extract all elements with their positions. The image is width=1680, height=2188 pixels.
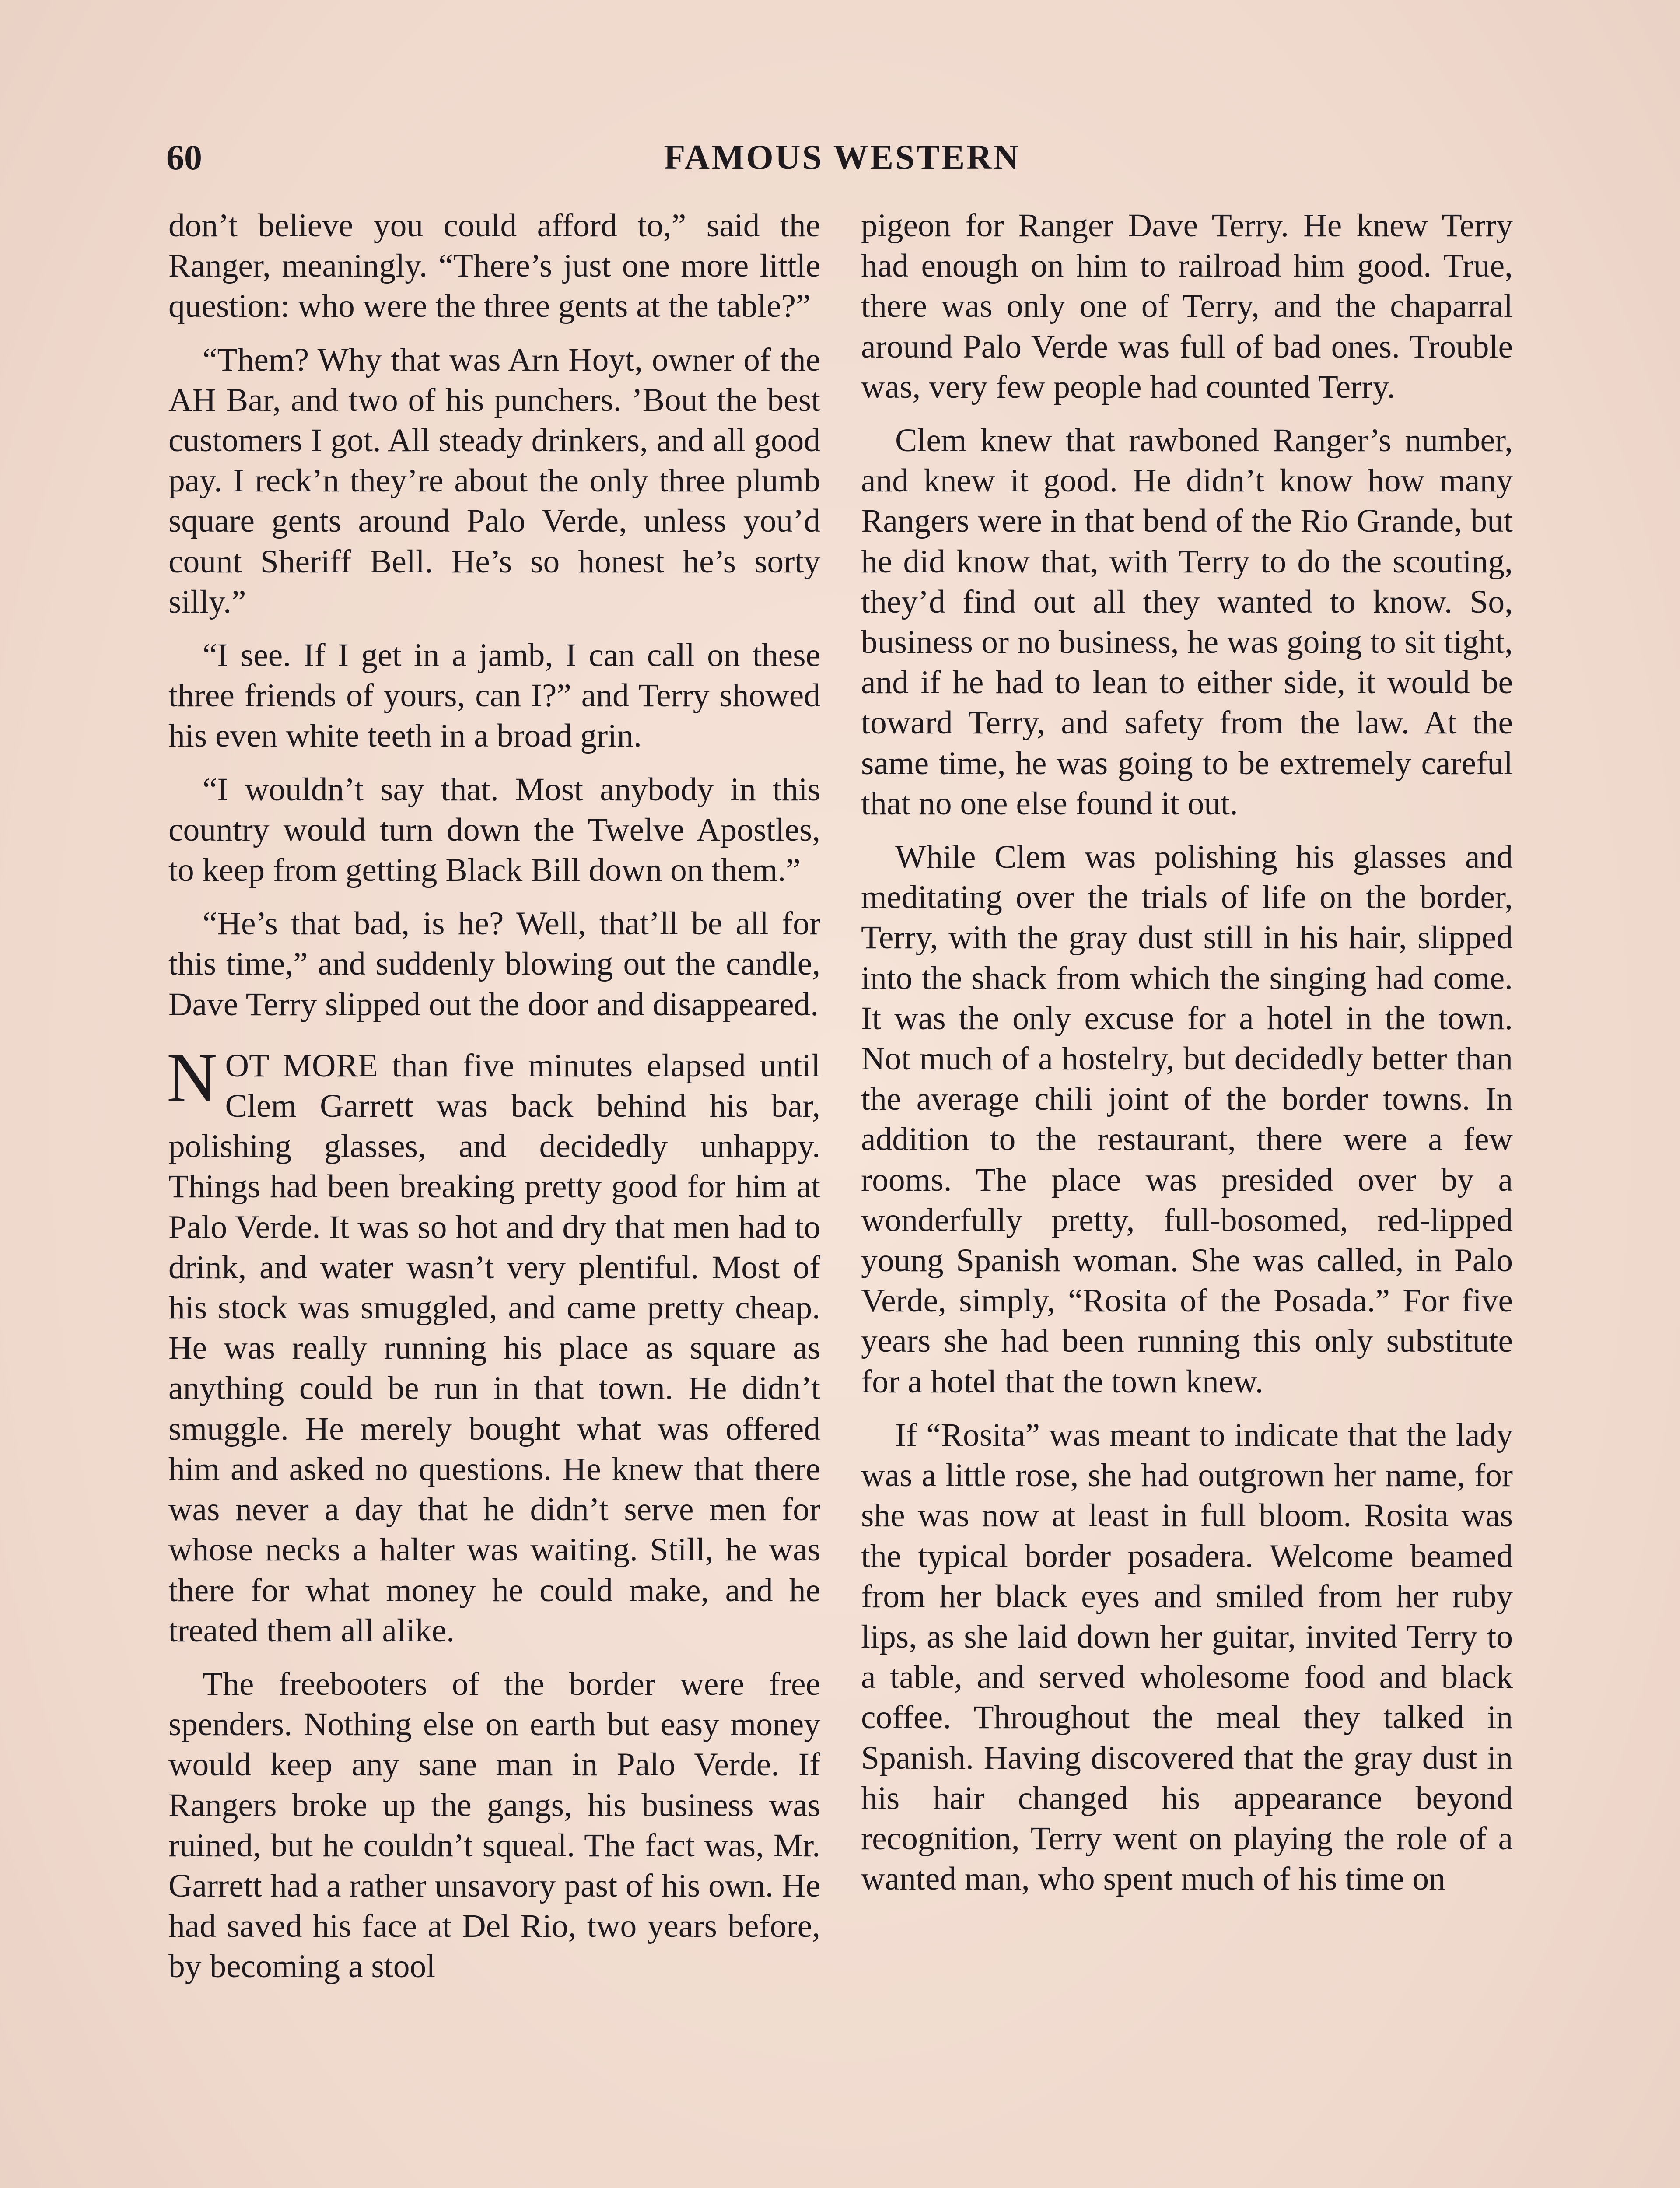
paragraph: If “Rosita” was meant to indicate that the lady was a little rose, she had outgrown her name, for she was now at least in full bloom. Rosita was the typical border posadera. Welcome beamed from her black eyes and smiled from her ruby lips, as she laid down her guitar, invited Terry to a table, and served wholesome food and black coffee. Throughout the meal they talked in Spanish. Having discovered that the gray dust in his hair changed his appearance beyond recognition, Terry went on playing the role of a wanted man, who spent much of his time on xyxy=(861,1417,1513,1897)
paragraph: While Clem was polishing his glasses and meditating over the trials of life on the border, Terry, with the gray dust still in his hair, slipped into the shack from which the singing had come. It was the only excuse for a hotel in the town. Not much of a hostelry, but decidedly better than the average chili joint of the border towns. In addition to the restaurant, there were a few rooms. The place was presided over by a wonderfully pretty, full-bosomed, red-lipped young Spanish woman. She was called, in Palo Verde, simply, “Rosita of the Posada.” For five years she had been running this only substitute for a hotel that the town knew. xyxy=(861,839,1513,1400)
page-header xyxy=(166,131,1518,184)
paragraph: The freebooters of the border were free spenders. Nothing else on earth but easy money would keep any sane man in Palo Verde. If Rangers broke up the gangs, his business was ruined, but he couldn’t squeal. The fact was, Mr. Garrett had a rather unsavory past of his own. He had saved his face at Del Rio, two years before, by becoming a stool xyxy=(168,1666,820,1985)
paragraph-text: OT MORE than five minutes elapsed until Clem Garrett was back behind his bar, polishing glasses, and decidedly unhappy. Things had been breaking pretty good for him at Palo Verde. It was so hot and dry that men had to drink, and water wasn’t very plentiful. Most of his stock was smuggled, and came pretty cheap. He was really running his place as square as anything could be run in that town. He didn’t smuggle. He merely bought what was offered him and asked no questions. He knew that there was never a day that he didn’t serve men for whose necks a halter was waiting. Still, he was there for what money he could make, and he treated them all alike. xyxy=(168,1047,820,1649)
paragraph: “I see. If I get in a jamb, I can call on these three friends of yours, can I?” and Terry showed his even white teeth in a broad grin. xyxy=(168,637,820,754)
paragraph: don’t believe you could afford to,” said the Ranger, meaningly. “There’s just one more little question: who were the three gents at the table?” xyxy=(168,207,820,325)
drop-cap: N xyxy=(167,1038,217,1116)
running-head: FAMOUS WESTERN xyxy=(664,138,1021,177)
right-column xyxy=(861,206,1513,1899)
section-opening-paragraph xyxy=(167,1038,820,1651)
paragraph: Clem knew that rawboned Ranger’s number, and knew it good. He didn’t know how many Rangers were in that bend of the Rio Grande, but he did know that, with Terry to do the scouting, they’d find out all they wanted to know. So, business or no business, he was going to sit tight, and if he had to lean to either side, it would be toward Terry, and safety from the law. At the same time, he was going to be extremely careful that no one else found it out. xyxy=(861,422,1513,822)
page-number: 60 xyxy=(166,137,202,177)
paragraph: “I wouldn’t say that. Most anybody in this country would turn down the Twelve Apostles, to keep from getting Black Bill down on them.” xyxy=(168,771,820,889)
left-column xyxy=(168,206,820,1987)
paragraph: “He’s that bad, is he? Well, that’ll be all for this time,” and suddenly blowing out the candle, Dave Terry slipped out the door and disappeared. xyxy=(168,905,820,1023)
paragraph: pigeon for Ranger Dave Terry. He knew Terry had enough on him to railroad him good. True, there was only one of Terry, and the chaparral around Palo Verde was full of bad ones. Trouble was, very few people had counted Terry. xyxy=(861,207,1513,405)
paragraph: “Them? Why that was Arn Hoyt, owner of the AH Bar, and two of his punchers. ’Bout the best customers I got. All steady drinkers, and all good pay. I reck’n they’re about the only three plumb square gents around Palo Verde, unless you’d count Sheriff Bell. He’s so honest he’s sorty silly.” xyxy=(168,341,820,620)
